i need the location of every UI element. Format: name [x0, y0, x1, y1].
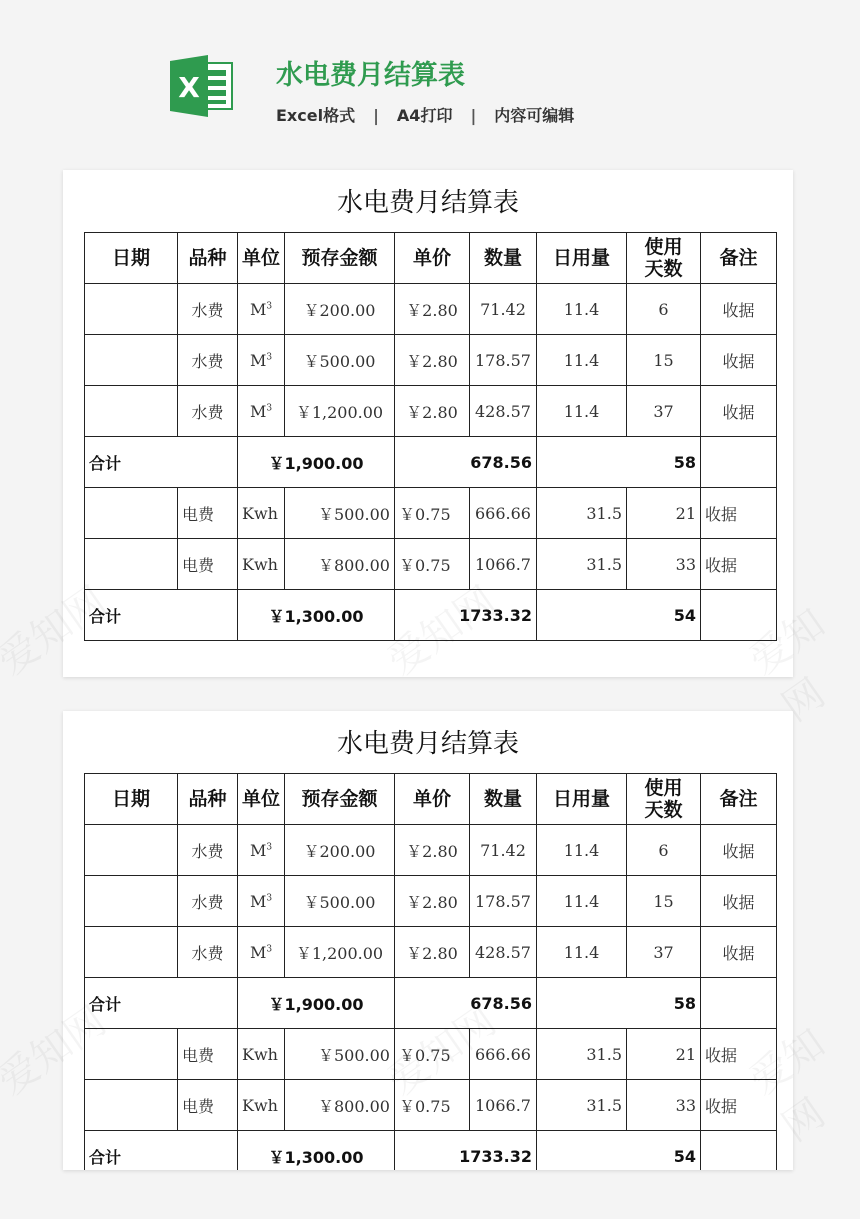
header-row [85, 233, 777, 284]
col-price: 单价 [395, 774, 470, 825]
col-unit: 单位 [238, 233, 285, 284]
note-cell: 收据 [701, 284, 777, 335]
days-cell: 6 [627, 825, 701, 876]
unit-cell: Kwh [238, 539, 285, 590]
deposit-cell: ￥200.00 [285, 284, 395, 335]
col-date: 日期 [85, 233, 178, 284]
date-cell [85, 1029, 178, 1080]
date-cell [85, 927, 178, 978]
days-cell: 33 [627, 539, 701, 590]
price-cell: ￥2.80 [395, 284, 470, 335]
col-deposit: 预存金额 [285, 233, 395, 284]
date-cell [85, 876, 178, 927]
deposit-cell: ￥200.00 [285, 825, 395, 876]
qty-cell: 178.57 [470, 335, 537, 386]
total-qty: 1733.32 [395, 590, 537, 641]
col-qty: 数量 [470, 233, 537, 284]
settlement-table [84, 232, 777, 641]
price-cell: ￥2.80 [395, 386, 470, 437]
days-cell: 15 [627, 335, 701, 386]
days-cell: 15 [627, 876, 701, 927]
note-cell: 收据 [701, 386, 777, 437]
total-days: 54 [537, 590, 701, 641]
price-cell: ￥0.75 [395, 1080, 470, 1131]
table-row [85, 386, 777, 437]
daily-cell: 31.5 [537, 1029, 627, 1080]
deposit-cell: ￥500.00 [285, 1029, 395, 1080]
deposit-cell: ￥500.00 [285, 488, 395, 539]
daily-cell: 31.5 [537, 539, 627, 590]
price-cell: ￥0.75 [395, 1029, 470, 1080]
deposit-cell: ￥800.00 [285, 539, 395, 590]
total-label: 合计 [85, 590, 238, 641]
edit-label: 内容可编辑 [494, 106, 575, 125]
sheet-title: 水电费月结算表 [336, 188, 519, 218]
total-days: 58 [537, 978, 701, 1029]
kind-cell: 水费 [178, 284, 238, 335]
col-note: 备注 [701, 774, 777, 825]
total-label: 合计 [85, 1131, 238, 1171]
deposit-cell: ￥500.00 [285, 335, 395, 386]
total-qty: 678.56 [395, 437, 537, 488]
date-cell [85, 488, 178, 539]
col-qty: 数量 [470, 774, 537, 825]
kind-cell: 水费 [178, 927, 238, 978]
date-cell [85, 539, 178, 590]
kind-cell: 水费 [178, 335, 238, 386]
daily-cell: 31.5 [537, 488, 627, 539]
col-kind: 品种 [178, 774, 238, 825]
total-qty: 678.56 [395, 978, 537, 1029]
daily-cell: 11.4 [537, 927, 627, 978]
date-cell [85, 1080, 178, 1131]
file-info [276, 103, 574, 126]
total-row [85, 590, 777, 641]
total-deposit: ￥1,300.00 [238, 1131, 395, 1171]
total-deposit: ￥1,900.00 [238, 978, 395, 1029]
settlement-table [84, 773, 777, 1170]
qty-cell: 666.66 [470, 488, 537, 539]
col-days: 使用天数 [627, 233, 701, 284]
daily-cell: 11.4 [537, 876, 627, 927]
unit-cell: $M^3$ [238, 386, 285, 437]
kind-cell: 电费 [178, 1080, 238, 1131]
col-price: 单价 [395, 233, 470, 284]
kind-cell: 电费 [178, 539, 238, 590]
table-row [85, 876, 777, 927]
total-label: 合计 [85, 437, 238, 488]
price-cell: ￥2.80 [395, 825, 470, 876]
unit-cell: Kwh [238, 488, 285, 539]
note-cell: 收据 [701, 825, 777, 876]
kind-cell: 水费 [178, 386, 238, 437]
date-cell [85, 335, 178, 386]
qty-cell: 428.57 [470, 927, 537, 978]
col-days: 使用天数 [627, 774, 701, 825]
col-date: 日期 [85, 774, 178, 825]
note-cell: 收据 [701, 1080, 777, 1131]
qty-cell: 71.42 [470, 825, 537, 876]
qty-cell: 178.57 [470, 876, 537, 927]
table-row [85, 927, 777, 978]
preview-header [0, 0, 860, 150]
note-cell: 收据 [701, 335, 777, 386]
table-row [85, 1080, 777, 1131]
print-label: A4打印 [396, 106, 453, 125]
date-cell [85, 284, 178, 335]
note-cell: 收据 [701, 927, 777, 978]
table-row [85, 1029, 777, 1080]
sheet-preview-1 [63, 170, 793, 677]
note-cell: 收据 [701, 539, 777, 590]
total-deposit: ￥1,300.00 [238, 590, 395, 641]
deposit-cell: ￥800.00 [285, 1080, 395, 1131]
sheet-title: 水电费月结算表 [336, 729, 519, 759]
table-row [85, 825, 777, 876]
table-row [85, 335, 777, 386]
unit-cell: $M^3$ [238, 335, 285, 386]
kind-cell: 电费 [178, 488, 238, 539]
total-days: 54 [537, 1131, 701, 1171]
note-cell: 收据 [701, 876, 777, 927]
qty-cell: 1066.7 [470, 539, 537, 590]
price-cell: ￥2.80 [395, 876, 470, 927]
unit-cell: $M^3$ [238, 876, 285, 927]
table-row [85, 539, 777, 590]
page-title: 水电费月结算表 [276, 60, 465, 91]
days-cell: 21 [627, 488, 701, 539]
daily-cell: 31.5 [537, 1080, 627, 1131]
kind-cell: 水费 [178, 876, 238, 927]
total-note [701, 1131, 777, 1171]
daily-cell: 11.4 [537, 284, 627, 335]
daily-cell: 11.4 [537, 335, 627, 386]
date-cell [85, 386, 178, 437]
total-row [85, 978, 777, 1029]
qty-cell: 428.57 [470, 386, 537, 437]
kind-cell: 电费 [178, 1029, 238, 1080]
daily-cell: 11.4 [537, 386, 627, 437]
total-qty: 1733.32 [395, 1131, 537, 1171]
format-label: Excel格式 [276, 106, 356, 125]
separator: | [470, 106, 477, 125]
total-note [701, 437, 777, 488]
qty-cell: 1066.7 [470, 1080, 537, 1131]
col-deposit: 预存金额 [285, 774, 395, 825]
col-note: 备注 [701, 233, 777, 284]
days-cell: 6 [627, 284, 701, 335]
price-cell: ￥2.80 [395, 927, 470, 978]
col-daily: 日用量 [537, 774, 627, 825]
price-cell: ￥2.80 [395, 335, 470, 386]
daily-cell: 11.4 [537, 825, 627, 876]
kind-cell: 水费 [178, 825, 238, 876]
deposit-cell: ￥1,200.00 [285, 927, 395, 978]
qty-cell: 666.66 [470, 1029, 537, 1080]
table-row [85, 488, 777, 539]
col-unit: 单位 [238, 774, 285, 825]
unit-cell: $M^3$ [238, 825, 285, 876]
days-cell: 33 [627, 1080, 701, 1131]
days-cell: 21 [627, 1029, 701, 1080]
total-days: 58 [537, 437, 701, 488]
total-row [85, 437, 777, 488]
total-label: 合计 [85, 978, 238, 1029]
col-daily: 日用量 [537, 233, 627, 284]
total-note [701, 590, 777, 641]
unit-cell: Kwh [238, 1029, 285, 1080]
unit-cell: Kwh [238, 1080, 285, 1131]
deposit-cell: ￥1,200.00 [285, 386, 395, 437]
days-cell: 37 [627, 386, 701, 437]
col-kind: 品种 [178, 233, 238, 284]
total-deposit: ￥1,900.00 [238, 437, 395, 488]
date-cell [85, 825, 178, 876]
qty-cell: 71.42 [470, 284, 537, 335]
header-row [85, 774, 777, 825]
table-row [85, 284, 777, 335]
excel-icon [170, 55, 234, 117]
total-row [85, 1131, 777, 1171]
separator: | [373, 106, 379, 125]
price-cell: ￥0.75 [395, 488, 470, 539]
price-cell: ￥0.75 [395, 539, 470, 590]
note-cell: 收据 [701, 488, 777, 539]
total-note [701, 978, 777, 1029]
days-cell: 37 [627, 927, 701, 978]
deposit-cell: ￥500.00 [285, 876, 395, 927]
note-cell: 收据 [701, 1029, 777, 1080]
unit-cell: $M^3$ [238, 927, 285, 978]
sheet-preview-2 [63, 711, 793, 1170]
unit-cell: $M^3$ [238, 284, 285, 335]
logo-letter: X [178, 71, 200, 104]
